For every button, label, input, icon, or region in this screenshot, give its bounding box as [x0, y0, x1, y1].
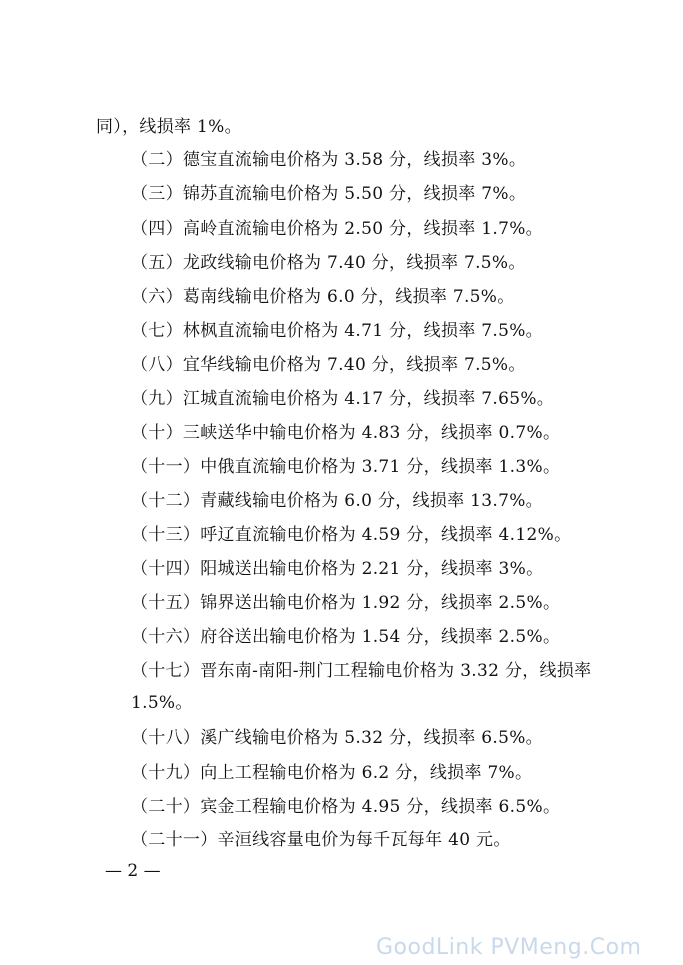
text-line-9: （九）江城直流输电价格为 4.17 分，线损率 7.65%。	[131, 389, 555, 409]
text-line-1: 同），线损率 1%。	[96, 117, 242, 137]
text-line-6: （六）葛南线输电价格为 6.0 分，线损率 7.5%。	[131, 287, 515, 307]
text-line-15: （十五）锦界送出输电价格为 1.92 分，线损率 2.5%。	[131, 593, 561, 613]
text-line-22: （二十一）辛洹线容量电价为每千瓦每年 40 元。	[131, 830, 511, 850]
text-line-17: （十七）晋东南-南阳-荆门工程输电价格为 3.32 分，线损率	[131, 661, 592, 681]
text-line-10: （十）三峡送华中输电价格为 4.83 分，线损率 0.7%。	[131, 423, 561, 443]
text-line-13: （十三）呼辽直流输电价格为 4.59 分，线损率 4.12%。	[131, 525, 572, 545]
text-line-21: （二十）宾金工程输电价格为 4.95 分，线损率 6.5%。	[131, 797, 561, 817]
text-line-16: （十六）府谷送出输电价格为 1.54 分，线损率 2.5%。	[131, 627, 561, 647]
text-line-3: （三）锦苏直流输电价格为 5.50 分，线损率 7%。	[131, 184, 527, 204]
text-line-7: （七）林枫直流输电价格为 4.71 分，线损率 7.5%。	[131, 321, 543, 341]
text-line-11: （十一）中俄直流输电价格为 3.71 分，线损率 1.3%。	[131, 457, 561, 477]
watermark-text: GoodLink PVMeng.Com	[376, 935, 642, 960]
text-line-12: （十二）青藏线输电价格为 6.0 分，线损率 13.7%。	[131, 491, 543, 511]
text-line-14: （十四）阳城送出输电价格为 2.21 分，线损率 3%。	[131, 559, 544, 579]
text-line-5: （五）龙政线输电价格为 7.40 分，线损率 7.5%。	[131, 253, 526, 273]
text-line-19: （十八）溪广线输电价格为 5.32 分，线损率 6.5%。	[131, 728, 543, 748]
text-line-18: 1.5%。	[131, 693, 193, 713]
page-number: — 2 —	[105, 861, 161, 881]
text-line-20: （十九）向上工程输电价格为 6.2 分，线损率 7%。	[131, 763, 533, 783]
text-line-2: （二）德宝直流输电价格为 3.58 分，线损率 3%。	[131, 150, 527, 170]
text-line-4: （四）高岭直流输电价格为 2.50 分，线损率 1.7%。	[131, 219, 543, 239]
text-line-8: （八）宜华线输电价格为 7.40 分，线损率 7.5%。	[131, 355, 526, 375]
